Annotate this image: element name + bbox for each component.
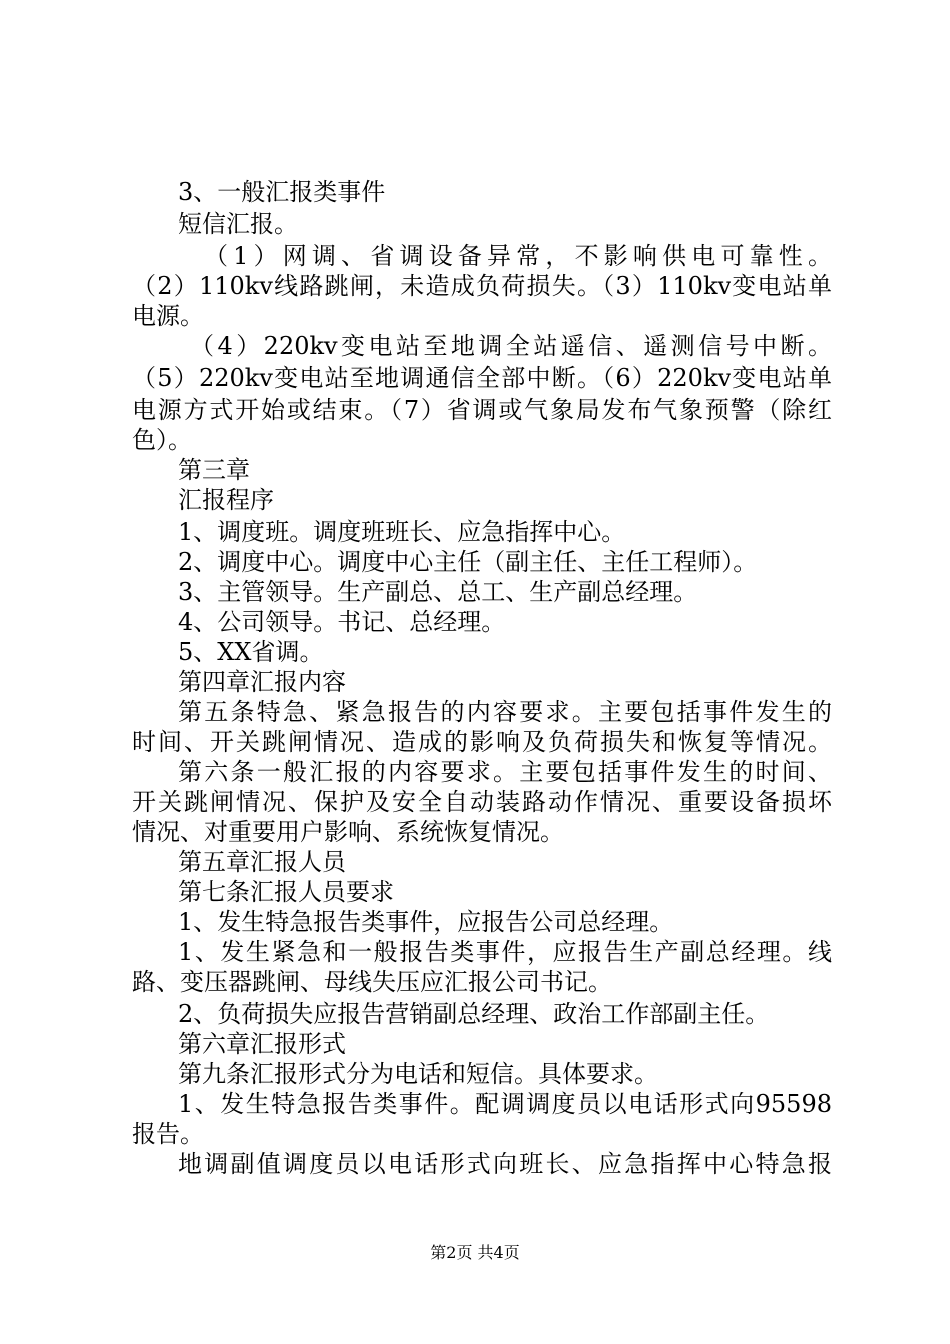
text-line: 2、负荷损失应报告营销副总经理、政治工作部副主任。 [178, 1000, 770, 1028]
text-line: 3、主管领导。生产副总、总工、生产副总经理。 [178, 578, 698, 606]
text-line: 2、调度中心。调度中心主任（副主任、主任工程师）。 [178, 548, 758, 576]
chapter-heading: 第四章汇报内容 [178, 668, 346, 696]
text-line: 时间、开关跳闸情况、造成的影响及负荷损失和恢复等情况。 [132, 728, 832, 756]
text-line: 色）。 [132, 426, 192, 454]
text-line: 4、公司领导。书记、总经理。 [178, 608, 506, 636]
chapter-heading: 第五章汇报人员 [178, 848, 346, 876]
text-line: 1、调度班。调度班班长、应急指挥中心。 [178, 518, 626, 546]
text-line: 第九条汇报形式分为电话和短信。具体要求。 [178, 1060, 658, 1088]
page-footer: 第2页 共4页 [430, 1243, 520, 1262]
text-line: 报告。 [132, 1120, 204, 1148]
text-line: 第五条特急、紧急报告的内容要求。主要包括事件发生的 [178, 698, 832, 726]
text-line: 路、变压器跳闸、母线失压应汇报公司书记。 [132, 968, 612, 996]
text-line: 5、XX省调。 [178, 638, 324, 666]
text-line: 地调副值调度员以电话形式向班长、应急指挥中心特急报 [178, 1150, 832, 1178]
text-line: 第六条一般汇报的内容要求。主要包括事件发生的时间、 [178, 758, 832, 786]
text-line: 1、发生特急报告类事件。配调调度员以电话形式向95598 [178, 1090, 832, 1118]
text-line: 开关跳闸情况、保护及安全自动装路动作情况、重要设备损坏 [132, 788, 832, 816]
section-heading: 汇报程序 [178, 486, 274, 514]
text-line: 第七条汇报人员要求 [178, 878, 394, 906]
text-line: （5）220kv变电站至地调通信全部中断。（6）220kv变电站单 [132, 364, 832, 392]
text-line: 电源。 [132, 302, 204, 330]
text-line: 情况、对重要用户影响、系统恢复情况。 [132, 818, 564, 846]
text-line: （4）220kv变电站至地调全站遥信、遥测信号中断。 [190, 332, 832, 360]
text-line: （1）网调、省调设备异常，不影响供电可靠性。 [204, 242, 832, 270]
text-line: 1、发生特急报告类事件，应报告公司总经理。 [178, 908, 674, 936]
chapter-heading: 第六章汇报形式 [178, 1030, 346, 1058]
text-line: （2）110kv线路跳闸，未造成负荷损失。（3）110kv变电站单 [132, 272, 832, 300]
chapter-heading: 第三章 [178, 456, 250, 484]
text-line: 短信汇报。 [178, 210, 298, 238]
text-line: 3、一般汇报类事件 [178, 178, 386, 206]
text-line: 电源方式开始或结束。（7）省调或气象局发布气象预警（除红 [132, 396, 832, 424]
text-line: 1、发生紧急和一般报告类事件，应报告生产副总经理。线 [178, 938, 832, 966]
